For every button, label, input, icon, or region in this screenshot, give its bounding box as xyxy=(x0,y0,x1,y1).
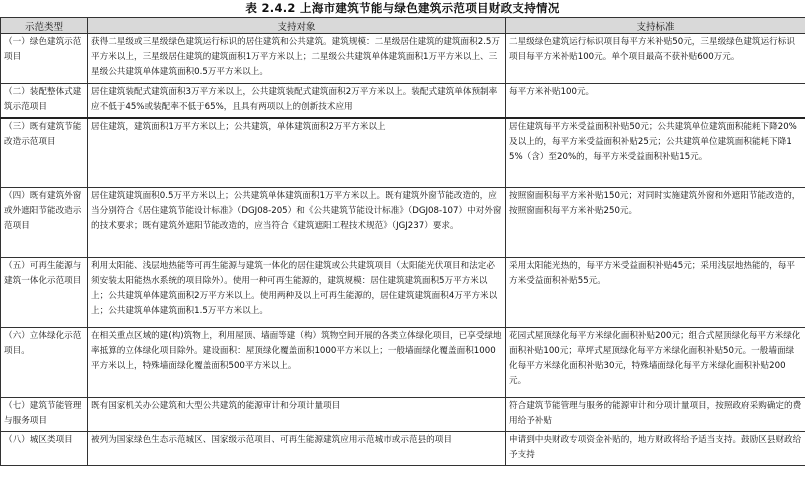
table-row xyxy=(1,84,805,118)
cell-type: （八）城区类项目 xyxy=(1,432,88,466)
support-table xyxy=(0,17,805,466)
table-row xyxy=(1,398,805,432)
cell-type: （七）建筑节能管理与服务项目 xyxy=(1,398,88,432)
cell-type: （六）立体绿化示范项目。 xyxy=(1,328,88,398)
cell-standard: 花园式屋顶绿化每平方米绿化面积补贴200元；组合式屋顶绿化每平方米绿化面积补贴100元；草坪式屋顶绿化每平方米绿化面积补贴50元。一般墙面绿化每平方米绿化面积补贴30元，特殊墙面绿化每平方米绿化面积补贴200元。 xyxy=(506,328,805,398)
cell-object: 利用太阳能、浅层地热能等可再生能源与建筑一体化的居住建筑或公共建筑项目（太阳能光伏项目和法定必须安装太阳能热水系统的项目除外）。使用一种可再生能源的，建筑规模：居住建筑建筑面积5万平方米以上；公共建筑单体建筑面积2万平方米以上。使用两种及以上可再生能源的，居住建筑建筑面积4万平方米以上；公共建筑单体建筑面积1.5万平方米以上。 xyxy=(88,258,506,328)
cell-standard: 采用太阳能光热的，每平方米受益面积补贴45元；采用浅层地热能的，每平方米受益面积补贴55元。 xyxy=(506,258,805,328)
table-title: 表 2.4.2 上海市建筑节能与绿色建筑示范项目财政支持情况 xyxy=(245,1,560,15)
header-object: 支持对象 xyxy=(88,18,506,34)
cell-standard: 二星级绿色建筑运行标识项目每平方米补贴50元，三星级绿色建筑运行标识项目每平方米补贴100元。单个项目最高不获补贴600万元。 xyxy=(506,34,805,84)
cell-type: （四）既有建筑外窗或外遮阳节能改造示范项目 xyxy=(1,188,88,258)
cell-object: 获得二星级或三星级绿色建筑运行标识的居住建筑和公共建筑。建筑规模：二星级居住建筑的建筑面积2.5万平方米以上，三星级居住建筑的建筑面积1万平方米以上；二星级公共建筑单体建筑面积1万平方米以上、三星级公共建筑单体建筑面积0.5万平方米以上。 xyxy=(88,34,506,84)
cell-object: 居住建筑装配式建筑面积3万平方米以上，公共建筑装配式建筑面积2万平方米以上。装配式建筑单体预制率应不低于45%或装配率不低于65%，且具有两项以上的创新技术应用 xyxy=(88,84,506,118)
cell-type: （三）既有建筑节能改造示范项目 xyxy=(1,118,88,188)
cell-object: 在相关重点区域的建(构)筑物上，利用屋顶、墙面等建（构）筑物空间开展的各类立体绿化项目，已享受绿地率抵算的立体绿化项目除外。建设面积：屋顶绿化覆盖面积1000平方米以上；一般墙面绿化覆盖面积1000平方米以上，特殊墙面绿化覆盖面积500平方米以上。 xyxy=(88,328,506,398)
cell-type: （五）可再生能源与建筑一体化示范项目 xyxy=(1,258,88,328)
table-row xyxy=(1,118,805,188)
header-row xyxy=(1,18,805,34)
table-row xyxy=(1,188,805,258)
table-row xyxy=(1,258,805,328)
cell-standard: 符合建筑节能管理与服务的能源审计和分项计量项目，按照政府采购确定的费用给予补贴 xyxy=(506,398,805,432)
table-row xyxy=(1,34,805,84)
table-row xyxy=(1,432,805,466)
header-type: 示范类型 xyxy=(1,18,88,34)
cell-object: 居住建筑建筑面积0.5万平方米以上；公共建筑单体建筑面积1万平方米以上。既有建筑外窗节能改造的，应当分别符合《居住建筑节能设计标准》（DGJ08-205）和《公共建筑节能设计标准》（DGJ08-107）中对外窗的技术要求；既有建筑外遮阳节能改造的，应当符合《建筑遮阳工程技术规范》（JGJ237）要求。 xyxy=(88,188,506,258)
cell-standard: 居住建筑每平方米受益面积补贴50元；公共建筑单位建筑面积能耗下降20%及以上的，每平方米受益面积补贴25元；公共建筑单位建筑面积能耗下降15%（含）至20%的，每平方米受益面积补贴15元。 xyxy=(506,118,805,188)
cell-standard: 每平方米补贴100元。 xyxy=(506,84,805,118)
cell-object: 居住建筑，建筑面积1万平方米以上；公共建筑，单体建筑面积2万平方米以上 xyxy=(88,118,506,188)
cell-standard: 按照窗面积每平方米补贴150元；对同时实施建筑外窗和外遮阳节能改造的，按照窗面积每平方米补贴250元。 xyxy=(506,188,805,258)
cell-object: 被列为国家绿色生态示范城区、国家级示范项目、可再生能源建筑应用示范城市或示范县的项目 xyxy=(88,432,506,466)
cell-object: 既有国家机关办公建筑和大型公共建筑的能源审计和分项计量项目 xyxy=(88,398,506,432)
header-standard: 支持标准 xyxy=(506,18,805,34)
table-row xyxy=(1,328,805,398)
cell-standard: 申请到中央财政专项资金补贴的，地方财政将给予适当支持。鼓励区县财政给予支持 xyxy=(506,432,805,466)
cell-type: （一）绿色建筑示范项目 xyxy=(1,34,88,84)
cell-type: （二）装配整体式建筑示范项目 xyxy=(1,84,88,118)
